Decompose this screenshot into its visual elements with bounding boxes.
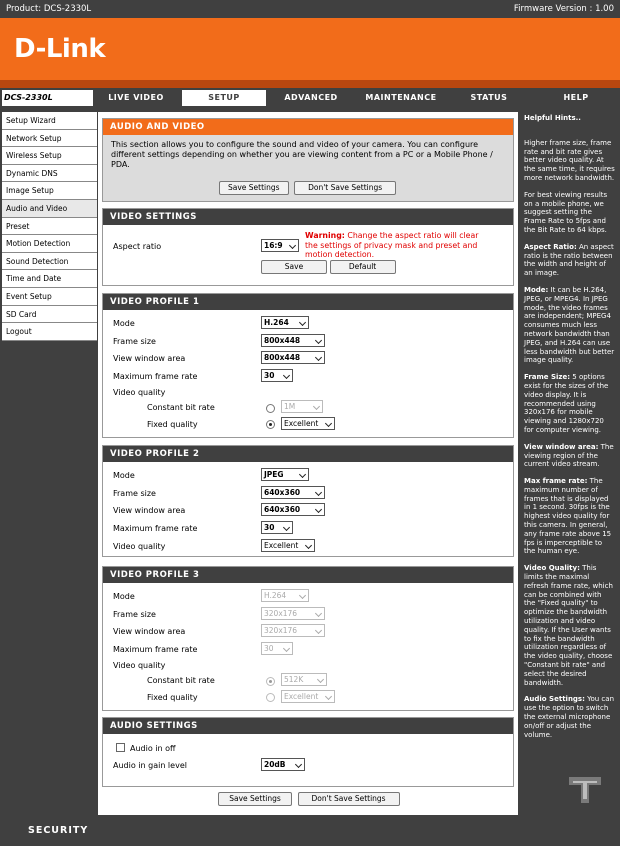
hint-heading: Aspect Ratio:	[524, 242, 577, 251]
sidebar-item-motion-detection[interactable]: Motion Detection	[2, 235, 97, 253]
p2-frame-size-select[interactable]: 640x360	[261, 486, 325, 499]
hint-text: 5 options exist for the sizes of the video display. It is recommended using 320x176 for mobile viewing and 1280x720 for computer viewing.	[524, 373, 609, 434]
intro-text: This section allows you to configure the sound and video of your camera. You can configure different settings depending on whether you are viewing content from a PC or a Mobile Phone / PDA.	[111, 140, 493, 169]
footer	[0, 815, 620, 846]
p1-fixed-select[interactable]: Excellent	[281, 417, 335, 430]
video-profile-1-section	[102, 293, 514, 438]
model-label: DCS-2330L	[2, 90, 63, 106]
p2-max-rate-select[interactable]: 30	[261, 521, 293, 534]
p3-quality-label: Video quality	[113, 661, 166, 670]
footer-security-label: SECURITY	[28, 825, 89, 836]
sidebar-item-time-and-date[interactable]: Time and Date	[2, 270, 97, 288]
warning-label: Warning:	[305, 231, 345, 240]
bottom-dont-save-button[interactable]: Don't Save Settings	[298, 792, 400, 806]
p1-frame-size-label: Frame size	[113, 337, 156, 346]
p3-fixed-radio[interactable]	[266, 693, 275, 702]
p1-cbr-select[interactable]: 1M	[281, 400, 323, 413]
sidebar-item-audio-and-video[interactable]: Audio and Video	[2, 200, 97, 218]
aspect-ratio-select[interactable]: 16:9	[261, 239, 299, 252]
tab-setup[interactable]: SETUP	[182, 90, 266, 106]
p2-quality-label: Video quality	[113, 542, 166, 551]
intro-title: AUDIO AND VIDEO	[103, 119, 513, 135]
profile-2-title: VIDEO PROFILE 2	[103, 446, 513, 462]
tab-status[interactable]: STATUS	[470, 93, 508, 102]
profile-1-title: VIDEO PROFILE 1	[103, 294, 513, 310]
p3-view-area-label: View window area	[113, 627, 186, 636]
p1-quality-label: Video quality	[113, 388, 166, 397]
hint-heading: Audio Settings:	[524, 695, 585, 704]
p2-view-area-select[interactable]: 640x360	[261, 503, 325, 516]
audio-in-off-checkbox[interactable]	[116, 743, 125, 752]
main-content	[98, 112, 518, 815]
intro-dont-save-button[interactable]: Don't Save Settings	[294, 181, 396, 195]
tab-live-video[interactable]: LIVE VIDEO	[108, 93, 164, 102]
p1-fixed-radio[interactable]	[266, 420, 275, 429]
aspect-ratio-label: Aspect ratio	[113, 242, 162, 251]
warning-text: Change the aspect ratio will clear the settings of privacy mask and preset and motion detection.	[305, 231, 479, 259]
sidebar	[2, 112, 97, 341]
tab-maintenance[interactable]: MAINTENANCE	[365, 93, 437, 102]
p1-frame-size-select[interactable]: 800x448	[261, 334, 325, 347]
hint-heading: Video Quality:	[524, 564, 580, 573]
p2-frame-size-label: Frame size	[113, 489, 156, 498]
hint-text: The maximum number of frames that is displayed in 1 second. 30fps is the highest video quality for this camera. In general, any frame rate above 15 fps is imperceptible to the human eye.	[524, 477, 612, 556]
sidebar-item-network-setup[interactable]: Network Setup	[2, 130, 97, 148]
watermark-logo-icon	[565, 771, 605, 807]
sidebar-item-setup-wizard[interactable]: Setup Wizard	[2, 112, 97, 130]
hint-paragraph: For best viewing results on a mobile phone, we suggest setting the Frame Rate to 5fps and the Bit Rate to 64 kbps.	[524, 190, 608, 234]
p1-view-area-select[interactable]: 800x448	[261, 351, 325, 364]
hint-text: An aspect ratio is the ratio between the width and height of an image.	[524, 242, 614, 278]
intro-section	[102, 118, 514, 202]
tab-help[interactable]: HELP	[563, 93, 589, 102]
tab-advanced[interactable]: ADVANCED	[284, 93, 338, 102]
hint-text: You can use the option to switch the external microphone on/off or adjust the volume.	[524, 695, 615, 739]
p3-fixed-label: Fixed quality	[147, 693, 198, 702]
p1-max-rate-select[interactable]: 30	[261, 369, 293, 382]
banner-stripe	[0, 80, 620, 88]
dlink-logo: D-Link	[14, 34, 106, 64]
bottom-save-button[interactable]: Save Settings	[218, 792, 292, 806]
p1-fixed-label: Fixed quality	[147, 420, 198, 429]
product-label: Product: DCS-2330L	[6, 4, 92, 14]
p2-mode-label: Mode	[113, 471, 135, 480]
audio-gain-select[interactable]: 20dB	[261, 758, 305, 771]
aspect-warning	[305, 231, 490, 260]
p1-mode-select[interactable]: H.264	[261, 316, 309, 329]
p3-fixed-select[interactable]: Excellent	[281, 690, 335, 703]
helpful-hints-panel	[521, 112, 618, 815]
p3-cbr-label: Constant bit rate	[147, 676, 215, 685]
sidebar-item-event-setup[interactable]: Event Setup	[2, 288, 97, 306]
hint-heading: Max frame rate:	[524, 477, 588, 486]
p2-quality-select[interactable]: Excellent	[261, 539, 315, 552]
hint-heading: Frame Size:	[524, 373, 571, 382]
video-profile-2-section	[102, 445, 514, 557]
p1-max-rate-label: Maximum frame rate	[113, 372, 198, 381]
p3-mode-select[interactable]: H.264	[261, 589, 309, 602]
audio-gain-label: Audio in gain level	[113, 761, 187, 770]
sidebar-item-sd-card[interactable]: SD Card	[2, 306, 97, 324]
video-profile-3-section	[102, 566, 514, 711]
p2-view-area-label: View window area	[113, 506, 186, 515]
p3-view-area-select[interactable]: 320x176	[261, 624, 325, 637]
p3-max-rate-label: Maximum frame rate	[113, 645, 198, 654]
hint-text: It can be H.264, JPEG, or MPEG4. In JPEG mode, the video frames are independent; MPEG4 consumes much less network bandwidth than JPEG, and H.264 can use less bandwidth but better image quality.	[524, 285, 615, 365]
audio-settings-title: AUDIO SETTINGS	[103, 718, 513, 734]
p1-cbr-label: Constant bit rate	[147, 403, 215, 412]
p1-view-area-label: View window area	[113, 354, 186, 363]
aspect-default-button[interactable]: Default	[330, 260, 396, 274]
aspect-save-button[interactable]: Save	[261, 260, 327, 274]
model-tab-filler	[63, 90, 93, 106]
firmware-version: Firmware Version : 1.00	[513, 4, 614, 14]
nav-bar	[0, 88, 620, 108]
sidebar-item-logout[interactable]: Logout	[2, 323, 97, 341]
profile-3-title: VIDEO PROFILE 3	[103, 567, 513, 583]
p1-cbr-radio[interactable]	[266, 404, 275, 413]
p2-mode-select[interactable]: JPEG	[261, 468, 309, 481]
p3-frame-size-label: Frame size	[113, 610, 156, 619]
p3-mode-label: Mode	[113, 592, 135, 601]
hint-heading: View window area:	[524, 442, 599, 451]
sidebar-item-dynamic-dns[interactable]: Dynamic DNS	[2, 165, 97, 183]
hint-text: This limits the maximal refresh frame rate, which can be combined with the "Fixed quality" to optimize the bandwidth utilization and video quality. If the User wants to fix the bandwidth utilization regardless of the video quality, choose "Constant bit rate" and select the desired bandwidth.	[524, 564, 613, 687]
banner	[0, 18, 620, 88]
video-settings-title: VIDEO SETTINGS	[103, 209, 513, 225]
audio-settings-section	[102, 717, 514, 787]
p3-cbr-select[interactable]: 512K	[281, 673, 327, 686]
audio-in-off-label: Audio in off	[130, 744, 176, 753]
sidebar-item-wireless-setup[interactable]: Wireless Setup	[2, 147, 97, 165]
sidebar-item-sound-detection[interactable]: Sound Detection	[2, 253, 97, 271]
video-settings-section	[102, 208, 514, 286]
hint-paragraph: Higher frame size, frame rate and bit rate gives better video quality. At the same time, it requires more network bandwidth.	[524, 138, 615, 182]
hint-heading: Mode:	[524, 285, 549, 294]
p2-max-rate-label: Maximum frame rate	[113, 524, 198, 533]
hints-title: Helpful Hints..	[524, 114, 581, 122]
hint-text: The viewing region of the current video stream.	[524, 442, 614, 469]
p3-cbr-radio[interactable]	[266, 677, 275, 686]
intro-save-button[interactable]: Save Settings	[219, 181, 289, 195]
top-bar	[0, 0, 620, 18]
p1-mode-label: Mode	[113, 319, 135, 328]
p3-frame-size-select[interactable]: 320x176	[261, 607, 325, 620]
sidebar-item-preset[interactable]: Preset	[2, 218, 97, 236]
p3-max-rate-select[interactable]: 30	[261, 642, 293, 655]
sidebar-item-image-setup[interactable]: Image Setup	[2, 182, 97, 200]
